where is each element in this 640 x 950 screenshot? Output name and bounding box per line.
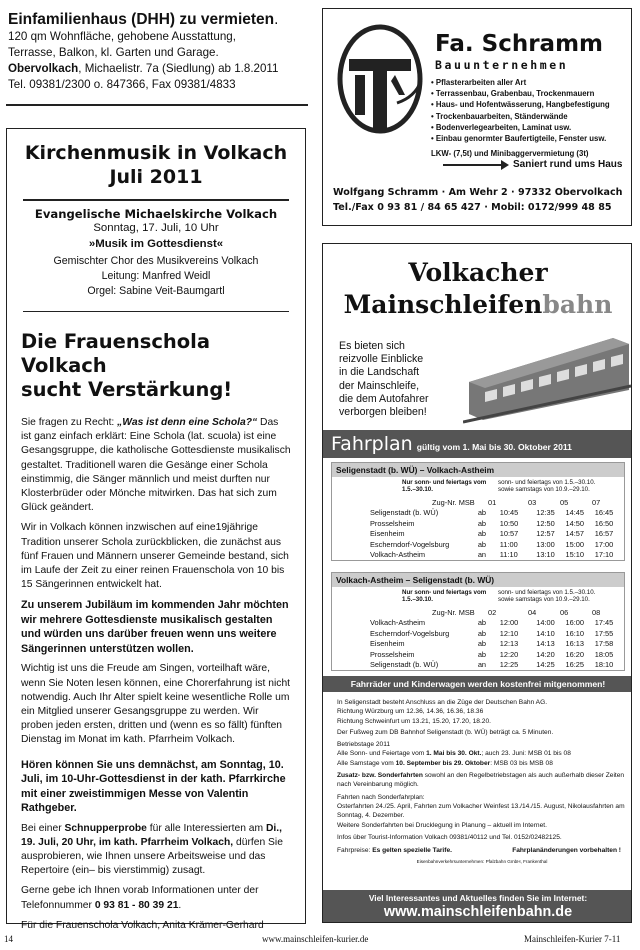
rental-ad-title: Einfamilienhaus (DHH) zu vermieten. [8, 11, 279, 28]
departure-time: 14:57 [565, 529, 585, 539]
timetable-header: Volkach-Astheim – Seligenstadt (b. WÜ) [332, 573, 624, 587]
schramm-ad [322, 8, 632, 226]
station-name: Prosselsheim [370, 518, 415, 528]
fahrplan-bar [323, 430, 632, 458]
service-item: • Bodenverlegearbeiten, Laminat usw. [431, 122, 572, 132]
frauenschola-text [7, 416, 305, 933]
departure-time: 13:10 [536, 550, 555, 560]
timetable-rows [332, 618, 624, 671]
church-music-box [6, 128, 306, 931]
schramm-phone: Tel./Fax 0 93 81 / 84 65 427 · Mobil: 0172/999 48 85 [333, 202, 612, 213]
departure-time: 12:00 [499, 618, 519, 628]
mainschleifenbahn-ad [322, 243, 632, 923]
kirchenmusik-title: Kirchenmusik in Volkach Juli 2011 [24, 142, 288, 188]
timetable-row [332, 649, 624, 660]
zug-row: Zug-Nr. MSB 01 03 05 07 [432, 497, 601, 507]
departure-time: 11:10 [499, 550, 518, 560]
organ-line: Orgel: Sabine Veit-Baumgartl [87, 284, 225, 297]
timetable-outbound [331, 462, 625, 561]
station-name: Seligenstadt (b. WÜ) [370, 508, 439, 518]
departure-time: 10:45 [499, 508, 519, 518]
website-link[interactable]: www.mainschleifenbahn.de [383, 904, 573, 920]
timetable-row [332, 518, 624, 529]
paragraph: Wichtig ist uns die Freude am Singen, vorteilhaft wäre, wenn Sie Noten lesen können, eine Chorerfahrung ist nicht notwendig. Auch Ihr Alter spielt keine wesentliche Rolle um ein Mitglied unserer Gesangsgruppe zu werden. Wir proben jeden ersten, dritten und (wenn es so fällt) fünften Dienstag im Monat im kath. Pfarrheim Volkach. [21, 663, 291, 746]
ab-an-label: ab [477, 618, 487, 628]
departure-time: 10:50 [499, 518, 519, 528]
rental-ad-line: Terrasse, Balkon, kl. Garten und Garage. [8, 46, 219, 59]
schramm-services [431, 77, 627, 144]
timetable-header: Seligenstadt (b. WÜ) – Volkach-Astheim [332, 463, 624, 477]
ab-an-label: ab [477, 518, 487, 528]
service-item: • Einbau genormter Baufertigteile, Fenster usw. [431, 134, 607, 144]
timetable-notes: Nur sonn- und feiertags vom 1.5.–30.10. sonn- und feiertags von 1.5.–30.10. sowie samstags von 10.9.–29.10. [402, 589, 596, 603]
departure-time: 16:20 [565, 649, 585, 659]
paragraph: Zu unserem Jubiläum im kommenden Jahr möchten wir mehrere Gottesdienste musikalisch gestalten und würden uns darüber freuen wenn uns weitere Sängerinnen unterstützen wollen. [21, 599, 289, 655]
zug-row: Zug-Nr. MSB 02 04 06 08 [432, 607, 601, 617]
departure-time: 16:25 [565, 660, 585, 670]
timetable-row [332, 550, 624, 561]
divider [6, 104, 308, 106]
departure-time: 10:57 [499, 529, 519, 539]
departure-time: 17:55 [594, 628, 614, 638]
schramm-address: Wolfgang Schramm · Am Wehr 2 · 97332 Obervolkach [333, 187, 623, 198]
bahn-intro: Es bieten sich reizvolle Einblicke in die Landschaft der Mainschleife, die dem Autofahrer verborgen bleiben! [339, 340, 429, 419]
footer-issue: Mainschleifen-Kurier 7-11 [524, 934, 621, 944]
service-item: • Pflasterarbeiten aller Art [431, 78, 527, 87]
ab-an-label: an [477, 660, 487, 670]
arrow-icon [501, 160, 509, 170]
departure-time: 17:58 [594, 639, 614, 649]
departure-time: 18:05 [594, 649, 614, 659]
schramm-logo-icon [335, 23, 425, 141]
departure-time: 12:10 [499, 628, 519, 638]
timetable-row [332, 628, 624, 639]
fahrplan-label: Fahrplan [331, 433, 413, 455]
timetable-rows [332, 508, 624, 561]
divider [23, 199, 289, 201]
departure-time: 14:00 [536, 618, 555, 628]
church-name: Evangelische Michaelskirche Volkach [34, 206, 278, 221]
bahn-info: In Seligenstadt besteht Anschluss an die Züge der Deutschen Bahn AG. Richtung Würzburg um 12.36, 14.36, 16.36, 18.36 Richtung Schweinfurt um 13.21, 15.20, 17.20, 18.20. Der Fußweg zum DB Bahnhof Seligenstadt (b. WÜ) beträgt ca. 5 Minuten. Betriebstage 2011 Alle Sonn- und Feiertage vom 1. Mai bis 30. Okt.; auch 23. Juni: MSB 01 bis 08 Alle Samstage vom 10. September bis 29. Oktober: MSB 03 bis MSB 08 Zusatz- bzw. Sonderfahrten sowohl an den Regelbetriebstagen als auch außerhalb dieser Zeiten nach Vereinbarung möglich. Fahrten nach Sonderfahrplan: Osterfahrten 24./25. April, Fahrten zum Volkacher Weinfest 13./14./15. August, Nikolausfahrten am Sonntag, 4. Dezember. Weitere Sonderfahrten bei Drucklegung in Planung – aktuell im Internet. Infos über Tourist-Information Volkach 09381/40112 und Tel. 0152/02482125. Fahrpreise: Es gelten spezielle Tarife. Fahrplanänderungen vorbehalten ! Eisenbahnverkehrsunternehmen: Pfalzbahn GmbH, Frankenthal [337, 699, 625, 865]
choir-line: Gemischter Chor des Musikvereins Volkach [53, 254, 259, 267]
departure-time: 14:50 [565, 518, 585, 528]
station-name: Volkach-Astheim [370, 618, 426, 628]
departure-time: 17:10 [594, 550, 614, 560]
timetable-notes: Nur sonn- und feiertags vom 1.5.–30.10. sonn- und feiertags von 1.5.–30.10. sowie samstags von 10.9.–29.10. [402, 479, 596, 493]
departure-time: 14:45 [565, 508, 585, 518]
ab-an-label: ab [477, 508, 487, 518]
departure-time: 16:57 [594, 529, 614, 539]
departure-time: 12:13 [499, 639, 519, 649]
frauenschola-title: Die Frauenschola Volkach sucht Verstärkung! [21, 330, 233, 401]
saniert-line: Saniert rund ums Haus [513, 159, 623, 170]
departure-time: 14:25 [536, 660, 555, 670]
service-item: • Haus- und Hofentwässerung, Hangbefestigung [431, 100, 610, 110]
service-item: • Terrassenbau, Grabenbau, Trockenmauern [431, 89, 595, 99]
rental-ad [8, 10, 308, 93]
train-icon [463, 324, 631, 428]
departure-time: 18:10 [594, 660, 614, 670]
page-number: 14 [4, 934, 13, 944]
timetable-row [332, 539, 624, 550]
departure-time: 12:20 [499, 649, 519, 659]
ab-an-label: ab [477, 649, 487, 659]
timetable-row [332, 529, 624, 540]
rental-ad-line: Obervolkach, Michaelistr. 7a (Siedlung) ab 1.8.2011 [8, 62, 279, 75]
departure-time: 12:50 [536, 518, 555, 528]
departure-time: 14:20 [536, 649, 555, 659]
service-date: Sonntag, 17. Juli, 10 Uhr [93, 221, 219, 234]
departure-time: 16:10 [565, 628, 585, 638]
departure-time: 12:35 [536, 508, 555, 518]
bahn-title-2: Mainschleifenbahn [343, 290, 613, 319]
schramm-subtitle: Bauunternehmen [435, 58, 569, 72]
ab-an-label: ab [477, 529, 487, 539]
departure-time: 16:00 [565, 618, 585, 628]
timetable-row [332, 639, 624, 650]
departure-time: 15:00 [565, 539, 585, 549]
paragraph: Für die Frauenschola Volkach, Anita Krämer-Gerhard [21, 919, 264, 931]
page-footer [0, 932, 640, 948]
station-name: Volkach-Astheim [370, 550, 426, 560]
arrow-line [443, 164, 503, 166]
departure-time: 16:50 [594, 518, 614, 528]
ab-an-label: an [477, 550, 487, 560]
station-name: Escherndorf-Vogelsburg [370, 628, 450, 638]
departure-time: 16:45 [594, 508, 614, 518]
timetable-row [332, 508, 624, 519]
station-name: Prosselsheim [370, 649, 415, 659]
paragraph: Bei einer Schnupperprobe für alle Interessierten am Di., 19. Juli, 20 Uhr, im kath. Pfarrheim Volkach, dürfen Sie ausprobieren, wie Ihnen unsere Arbeitsweise und das Repertoire (ein– bis vierstimmig) zusagt. [21, 822, 283, 877]
divider [23, 311, 289, 313]
ab-an-label: ab [477, 539, 487, 549]
station-name: Eisenheim [370, 639, 405, 649]
rental-ad-line: 120 qm Wohnfläche, gehobene Ausstattung, [8, 30, 236, 43]
departure-time: 17:00 [594, 539, 614, 549]
departure-time: 15:10 [565, 550, 585, 560]
station-name: Escherndorf-Vogelsburg [370, 539, 450, 549]
departure-time: 11:00 [499, 539, 518, 549]
leader-line: Leitung: Manfred Weidl [101, 269, 211, 282]
website-intro: Viel Interessantes und Aktuelles finden Sie im Internet: [368, 893, 588, 903]
departure-time: 17:45 [594, 618, 614, 628]
departure-time: 13:00 [536, 539, 555, 549]
departure-time: 16:13 [565, 639, 585, 649]
departure-time: 14:13 [536, 639, 555, 649]
ab-an-label: ab [477, 639, 487, 649]
departure-time: 12:25 [499, 660, 519, 670]
footer-website[interactable]: www.mainschleifen-kurier.de [262, 934, 369, 944]
schramm-name: Fa. Schramm [435, 31, 603, 57]
bahn-title-1: Volkacher [408, 258, 548, 287]
bikes-banner: Fahrräder und Kinderwagen werden kostenfrei mitgenommen! [323, 676, 632, 692]
ab-an-label: ab [477, 628, 487, 638]
station-name: Eisenheim [370, 529, 405, 539]
rental-ad-line: Tel. 09381/2300 o. 847366, Fax 09381/4833 [8, 78, 236, 91]
paragraph: Gerne gebe ich Ihnen vorab Informationen unter der Telefonnummer 0 93 81 - 80 39 21. [21, 885, 259, 911]
service-item: • Trockenbauarbeiten, Ständerwände [431, 111, 568, 121]
station-name: Seligenstadt (b. WÜ) [370, 660, 439, 670]
departure-time: 12:57 [536, 529, 555, 539]
paragraph: Hören können Sie uns demnächst, am Sonntag, 10. Juli, im 10-Uhr-Gottesdienst in der kath. Pfarrkirche mit einer zweistimmigen Messe von Valentin Rathgeber. [21, 758, 286, 815]
timetable-return [331, 572, 625, 671]
paragraph: Wir in Volkach können inzwischen auf eine19jährige Tradition unserer Schola zurückblicken, die zunächst aus fünf Frauen und Männern unserer Gemeinde bestand, sich im Laufe der Zeit zu einer reinen Frauenschola von 10 bis 15 Sängerinnen entwickelt hat. [21, 522, 289, 591]
fahrplan-validity: gültig vom 1. Mai bis 30. Oktober 2011 [416, 441, 572, 452]
website-banner [323, 890, 632, 923]
service-title: »Musik im Gottesdienst« [88, 237, 224, 250]
timetable-row [332, 660, 624, 671]
departure-time: 14:10 [536, 628, 555, 638]
lkw-line: LKW- (7,5t) und Minibaggervermietung (3t) [431, 149, 589, 158]
timetable-row [332, 618, 624, 629]
paragraph: Sie fragen zu Recht: „Was ist denn eine Schola?“ Das ist ganz einfach erklärt: Eine Schola (lat. scuola) ist eine Gesangsgruppe, die katholische Gottesdienste musikalisch gestaltet. Traditionell waren die Gesänge einer Schola einstimmig, die Sänger männlich und meist durften nur Klosterbrüder oder Mönche mitwirken. Das hat sich zum Glück geändert. [21, 417, 291, 514]
